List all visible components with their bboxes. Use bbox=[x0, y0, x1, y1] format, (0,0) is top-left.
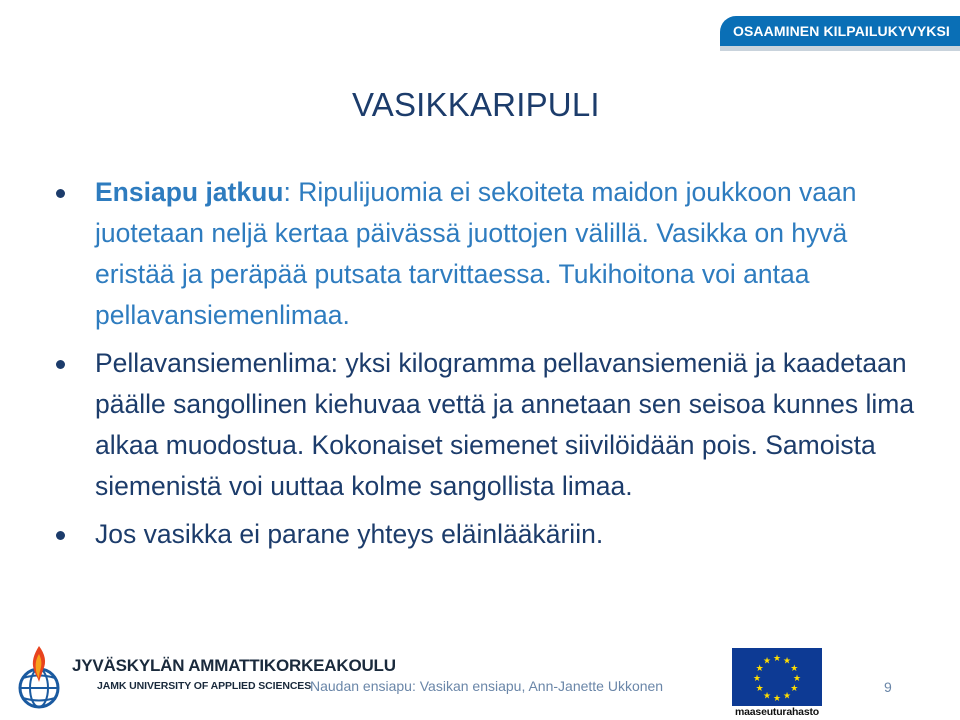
page-number: 9 bbox=[884, 679, 892, 695]
logo-subtitle: JAMK UNIVERSITY OF APPLIED SCIENCES bbox=[97, 680, 312, 692]
bullet-item bbox=[50, 172, 920, 336]
bullet-text: Pellavansiemenlima: yksi kilogramma pellavansiemeniä ja kaadetaan päälle sangollinen kiehuvaa vettä ja annetaan sen seisoa kunnes lima alkaa muodostua. Kokonaiset siemenet siivilöidään pois. Samoista siemenistä voi uuttaa kolme sangollista limaa. bbox=[95, 348, 915, 501]
eu-label: maaseuturahasto bbox=[735, 706, 819, 718]
bullet-text: Jos vasikka ei parane yhteys eläinlääkäriin. bbox=[95, 519, 604, 549]
svg-text:★: ★ bbox=[790, 684, 799, 694]
bullet-list bbox=[50, 172, 920, 562]
svg-text:★: ★ bbox=[755, 684, 764, 694]
bullet-item bbox=[50, 343, 920, 507]
svg-text:★: ★ bbox=[790, 664, 799, 674]
svg-text:★: ★ bbox=[755, 664, 764, 674]
eu-stars-icon bbox=[732, 648, 822, 706]
eu-flag-icon bbox=[732, 648, 822, 706]
svg-text:★: ★ bbox=[772, 654, 782, 664]
svg-text:★: ★ bbox=[792, 674, 802, 684]
svg-text:★: ★ bbox=[762, 656, 772, 667]
jamk-logo bbox=[14, 644, 396, 710]
logo-name: JYVÄSKYLÄN AMMATTIKORKEAKOULU bbox=[72, 656, 396, 675]
jamk-torch-globe-icon bbox=[14, 644, 64, 710]
slide-title: VASIKKARIPULI bbox=[352, 86, 600, 123]
banner-text: OSAAMINEN KILPAILUKYVYKSI bbox=[733, 23, 950, 39]
bullet-lead-rest: : Ripulijuomia ei sekoiteta maidon joukkoon vaan juotetaan neljä kertaa päivässä juottojen välillä. Vasikka on hyvä eristää ja peräpää putsata tarvittaessa. Tukihoitona voi antaa pellavansiemenlimaa. bbox=[95, 177, 857, 330]
bullet-item bbox=[50, 514, 920, 555]
svg-text:★: ★ bbox=[772, 694, 782, 704]
eu-logo bbox=[732, 648, 822, 718]
bullet-lead: Ensiapu jatkuu bbox=[95, 177, 284, 207]
svg-text:★: ★ bbox=[762, 691, 772, 702]
svg-text:★: ★ bbox=[782, 656, 792, 667]
svg-text:★: ★ bbox=[752, 674, 762, 684]
svg-text:★: ★ bbox=[782, 691, 792, 702]
header-banner bbox=[720, 16, 960, 46]
bullet-icon bbox=[56, 360, 65, 369]
bullet-icon bbox=[56, 531, 65, 540]
bullet-icon bbox=[56, 189, 65, 198]
footer-caption: Naudan ensiapu: Vasikan ensiapu, Ann-Janette Ukkonen bbox=[310, 678, 664, 694]
